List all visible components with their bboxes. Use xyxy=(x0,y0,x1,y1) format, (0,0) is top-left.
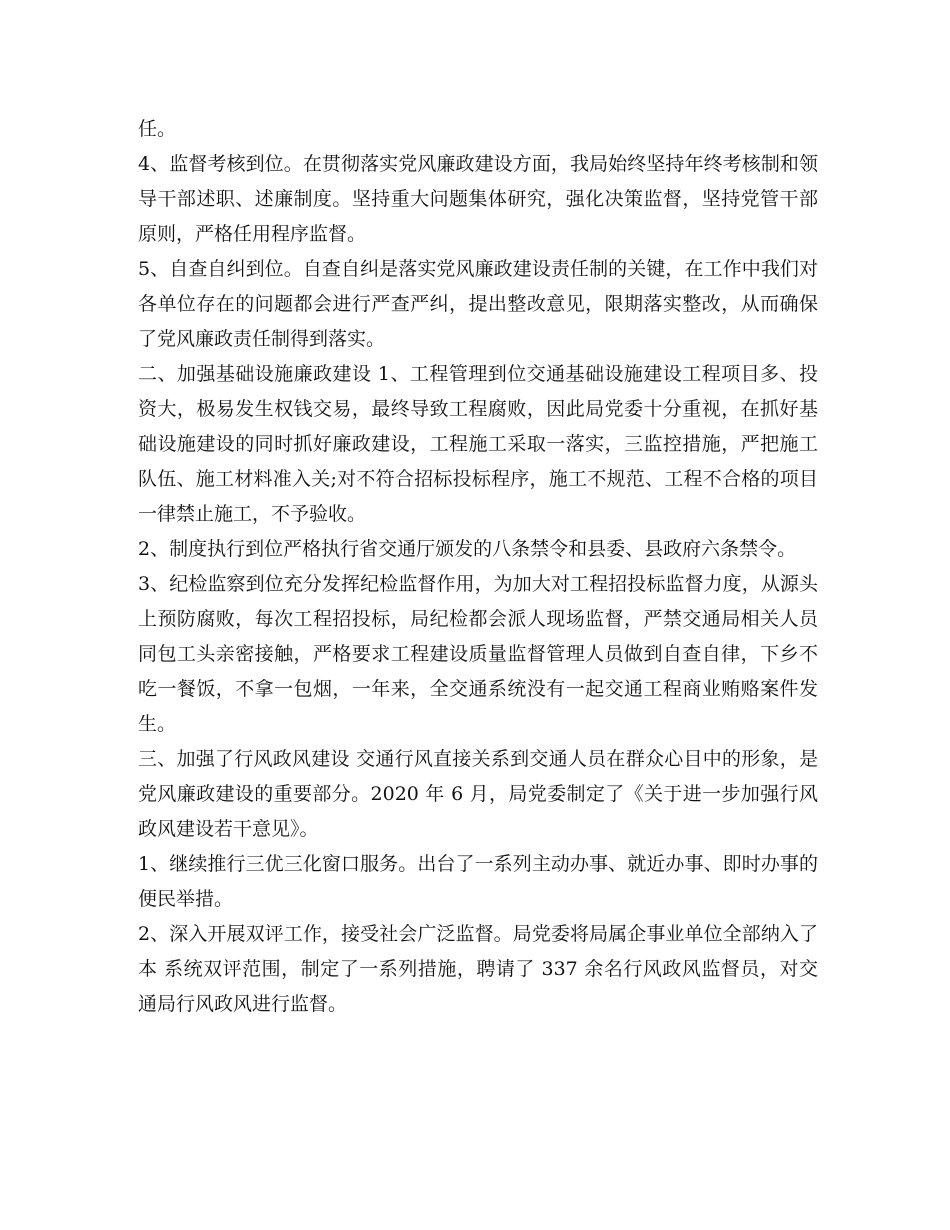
paragraph: 2、深入开展双评工作，接受社会广泛监督。局党委将局属企事业单位全部纳入了本 系统双评范围，制定了一系列措施，聘请了 337 余名行风政风监督员，对交通局行风政风进行监督。 xyxy=(138,923,818,1015)
paragraph: 2、制度执行到位严格执行省交通厅颁发的八条禁令和县委、县政府六条禁令。 xyxy=(138,538,797,560)
paragraph: 1、继续推行三优三化窗口服务。出台了一系列主动办事、就近办事、即时办事的便民举措。 xyxy=(138,853,818,910)
paragraph: 3、纪检监察到位充分发挥纪检监督作用，为加大对工程招投标监督力度，从源头上预防腐败，每次工程招投标，局纪检都会派人现场监督，严禁交通局相关人员同包工头亲密接触，严格要求工程建设质量监督管理人员做到自查自律，下乡不吃一餐饭，不拿一包烟，一年来，全交通系统没有一起交通工程商业贿赂案件发生。 xyxy=(138,573,818,735)
paragraph: 二、加强基础设施廉政建设 1、工程管理到位交通基础设施建设工程项目多、投资大，极易发生权钱交易，最终导致工程腐败，因此局党委十分重视，在抓好基础设施建设的同时抓好廉政建设，工程施工采取一落实，三监控措施，严把施工队伍、施工材料准入关;对不符合招标投标程序，施工不规范、工程不合格的项目一律禁止施工，不予验收。 xyxy=(138,363,818,525)
paragraph: 4、监督考核到位。在贯彻落实党风廉政建设方面，我局始终坚持年终考核制和领导干部述职、述廉制度。坚持重大问题集体研究，强化决策监督，坚持党管干部原则，严格任用程序监督。 xyxy=(138,153,818,245)
paragraph: 5、自查自纠到位。自查自纠是落实党风廉政建设责任制的关键，在工作中我们对各单位存在的问题都会进行严查严纠，提出整改意见，限期落实整改，从而确保了党风廉政责任制得到落实。 xyxy=(138,258,818,350)
paragraph: 三、加强了行风政风建设 交通行风直接关系到交通人员在群众心目中的形象，是党风廉政建设的重要部分。2020 年 6 月，局党委制定了《关于进一步加强行风政风建设若干意见》。 xyxy=(138,748,818,840)
document-body xyxy=(138,112,818,1022)
paragraph: 任。 xyxy=(138,118,177,140)
